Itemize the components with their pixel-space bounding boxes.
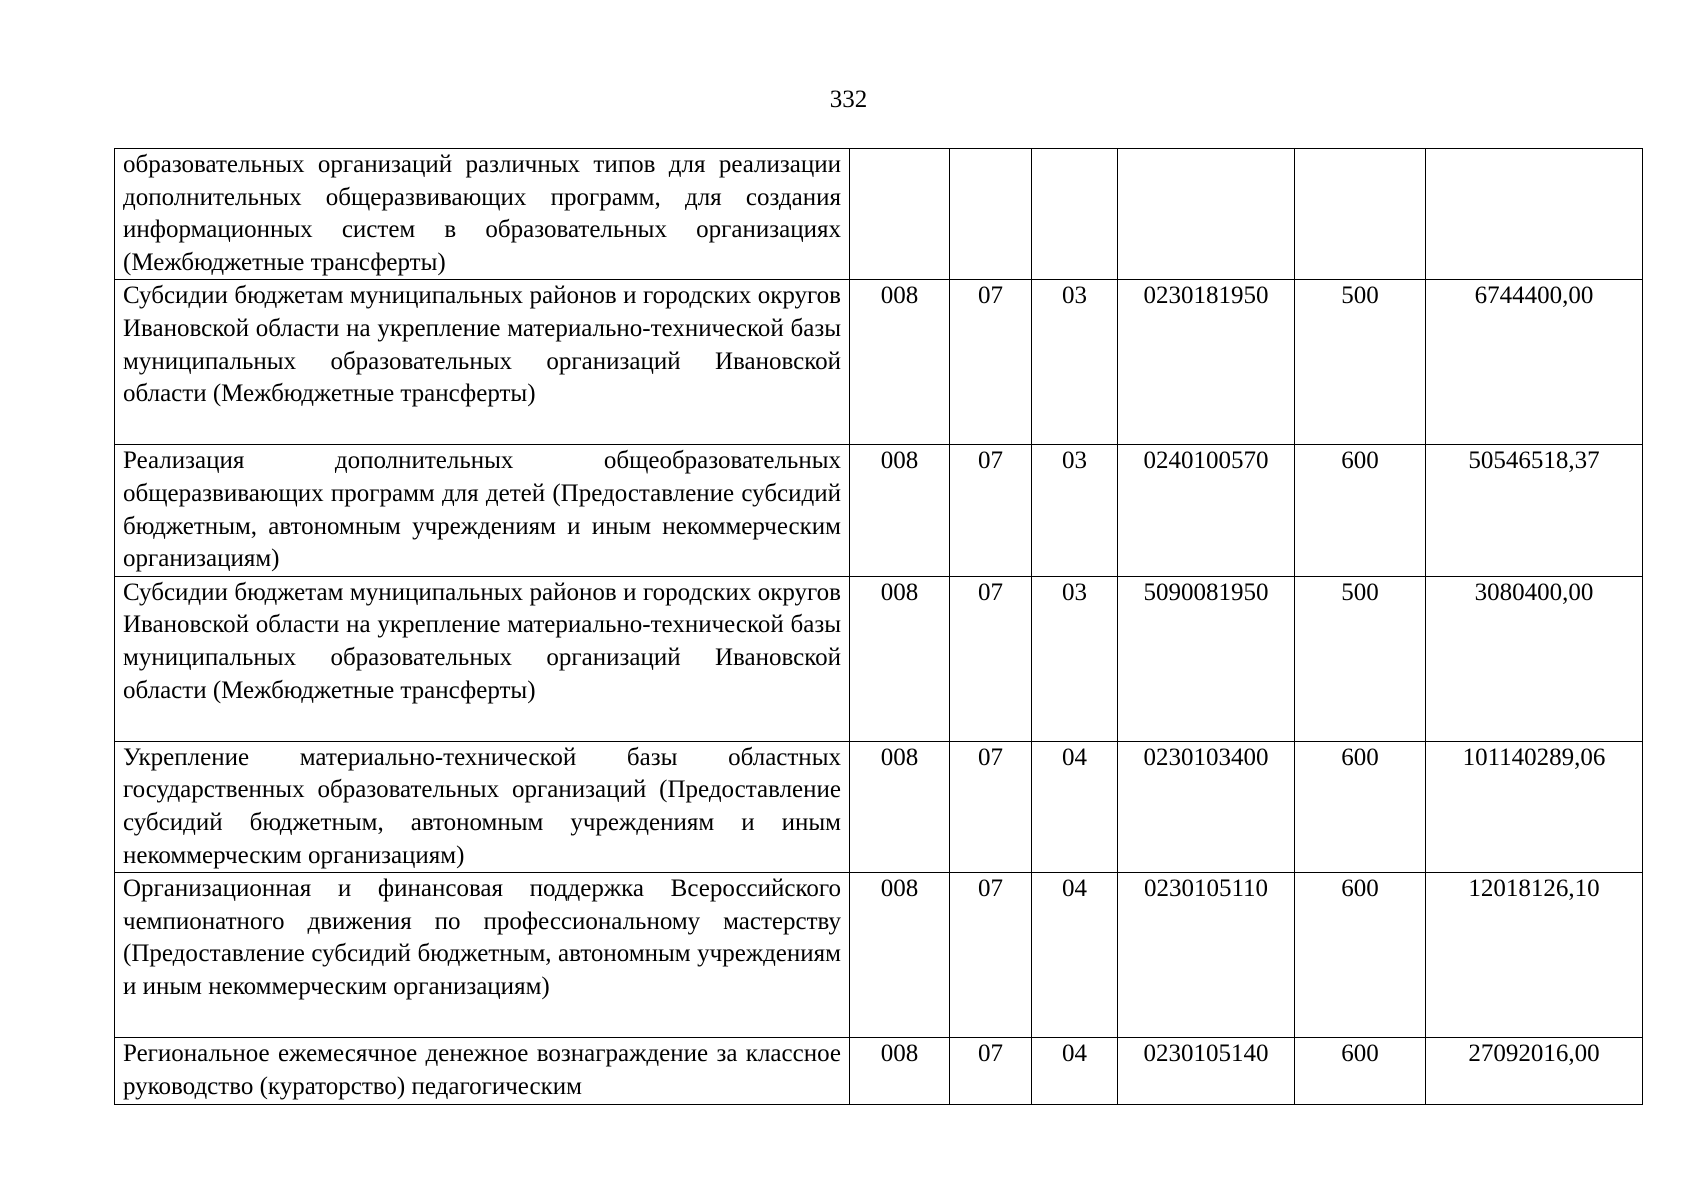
amount-cell: 6744400,00 [1426,280,1643,445]
expense-type-cell: 600 [1295,741,1426,872]
ministry-code-cell: 008 [850,445,950,576]
description-cell [115,576,850,741]
target-article-cell [1118,149,1295,280]
description-cell [115,149,850,280]
ministry-code-cell [850,149,950,280]
section-code-cell [950,149,1032,280]
target-article-cell: 5090081950 [1118,576,1295,741]
ministry-code-cell: 008 [850,1038,950,1105]
target-article-cell: 0230105140 [1118,1038,1295,1105]
section-code-cell: 07 [950,1038,1032,1105]
target-article-cell: 0240100570 [1118,445,1295,576]
subsection-code-cell: 03 [1032,280,1118,445]
target-article-cell: 0230105110 [1118,873,1295,1038]
description-text: Субсидии бюджетам муниципальных районов и городских округов Ивановской области на укрепление материально-технической базы муниципальных образовательных организаций Ивановской области (Межбюджетные трансферты) [123,282,841,408]
expense-type-cell [1295,149,1426,280]
description-text: Организационная и финансовая поддержка Всероссийского чемпионатного движения по профессиональному мастерству (Предоставление субсидий бюджетным, автономным учреждениям и иным некоммерческим организациям) [123,875,841,1000]
section-code-cell: 07 [950,741,1032,872]
table-row [115,741,1643,872]
ministry-code-cell: 008 [850,576,950,741]
expense-type-cell: 600 [1295,445,1426,576]
amount-cell: 27092016,00 [1426,1038,1643,1105]
table-row [115,149,1643,280]
section-code-cell: 07 [950,280,1032,445]
description-cell [115,741,850,872]
subsection-code-cell: 03 [1032,576,1118,741]
ministry-code-cell: 008 [850,873,950,1038]
description-text: Реализация дополнительных общеобразовательных общеразвивающих программ для детей (Предоставление субсидий бюджетным, автономным учреждениям и иным некоммерческим организациям) [123,447,841,573]
subsection-code-cell: 04 [1032,741,1118,872]
subsection-code-cell: 04 [1032,1038,1118,1105]
table-row [115,445,1643,576]
expense-type-cell: 500 [1295,280,1426,445]
section-code-cell: 07 [950,873,1032,1038]
section-code-cell: 07 [950,576,1032,741]
section-code-cell: 07 [950,445,1032,576]
expense-type-cell: 600 [1295,1038,1426,1105]
subsection-code-cell: 04 [1032,873,1118,1038]
table-row [115,1038,1643,1105]
expense-type-cell: 600 [1295,873,1426,1038]
amount-cell [1426,149,1643,280]
table-row [115,576,1643,741]
description-text: образовательных организаций различных типов для реализации дополнительных общеразвивающих программ, для создания информационных систем в образовательных организациях (Межбюджетные трансферты) [123,151,841,276]
budget-table [114,148,1643,1105]
amount-cell: 3080400,00 [1426,576,1643,741]
ministry-code-cell: 008 [850,741,950,872]
table-row [115,873,1643,1038]
description-cell [115,1038,850,1105]
amount-cell: 12018126,10 [1426,873,1643,1038]
expense-type-cell: 500 [1295,576,1426,741]
ministry-code-cell: 008 [850,280,950,445]
subsection-code-cell: 03 [1032,445,1118,576]
target-article-cell: 0230103400 [1118,741,1295,872]
description-text: Укрепление материально-технической базы областных государственных образовательных организаций (Предоставление субсидий бюджетным, автономным учреждениям и иным некоммерческим организациям) [123,743,841,869]
amount-cell: 101140289,06 [1426,741,1643,872]
subsection-code-cell [1032,149,1118,280]
table-row [115,280,1643,445]
page-number: 332 [829,86,868,113]
description-text: Региональное ежемесячное денежное вознаграждение за классное руководство (кураторство) педагогическим [123,1040,841,1100]
description-cell [115,280,850,445]
target-article-cell: 0230181950 [1118,280,1295,445]
amount-cell: 50546518,37 [1426,445,1643,576]
description-text: Субсидии бюджетам муниципальных районов и городских округов Ивановской области на укрепление материально-технической базы муниципальных образовательных организаций Ивановской области (Межбюджетные трансферты) [123,578,841,704]
description-cell [115,445,850,576]
description-cell [115,873,850,1038]
